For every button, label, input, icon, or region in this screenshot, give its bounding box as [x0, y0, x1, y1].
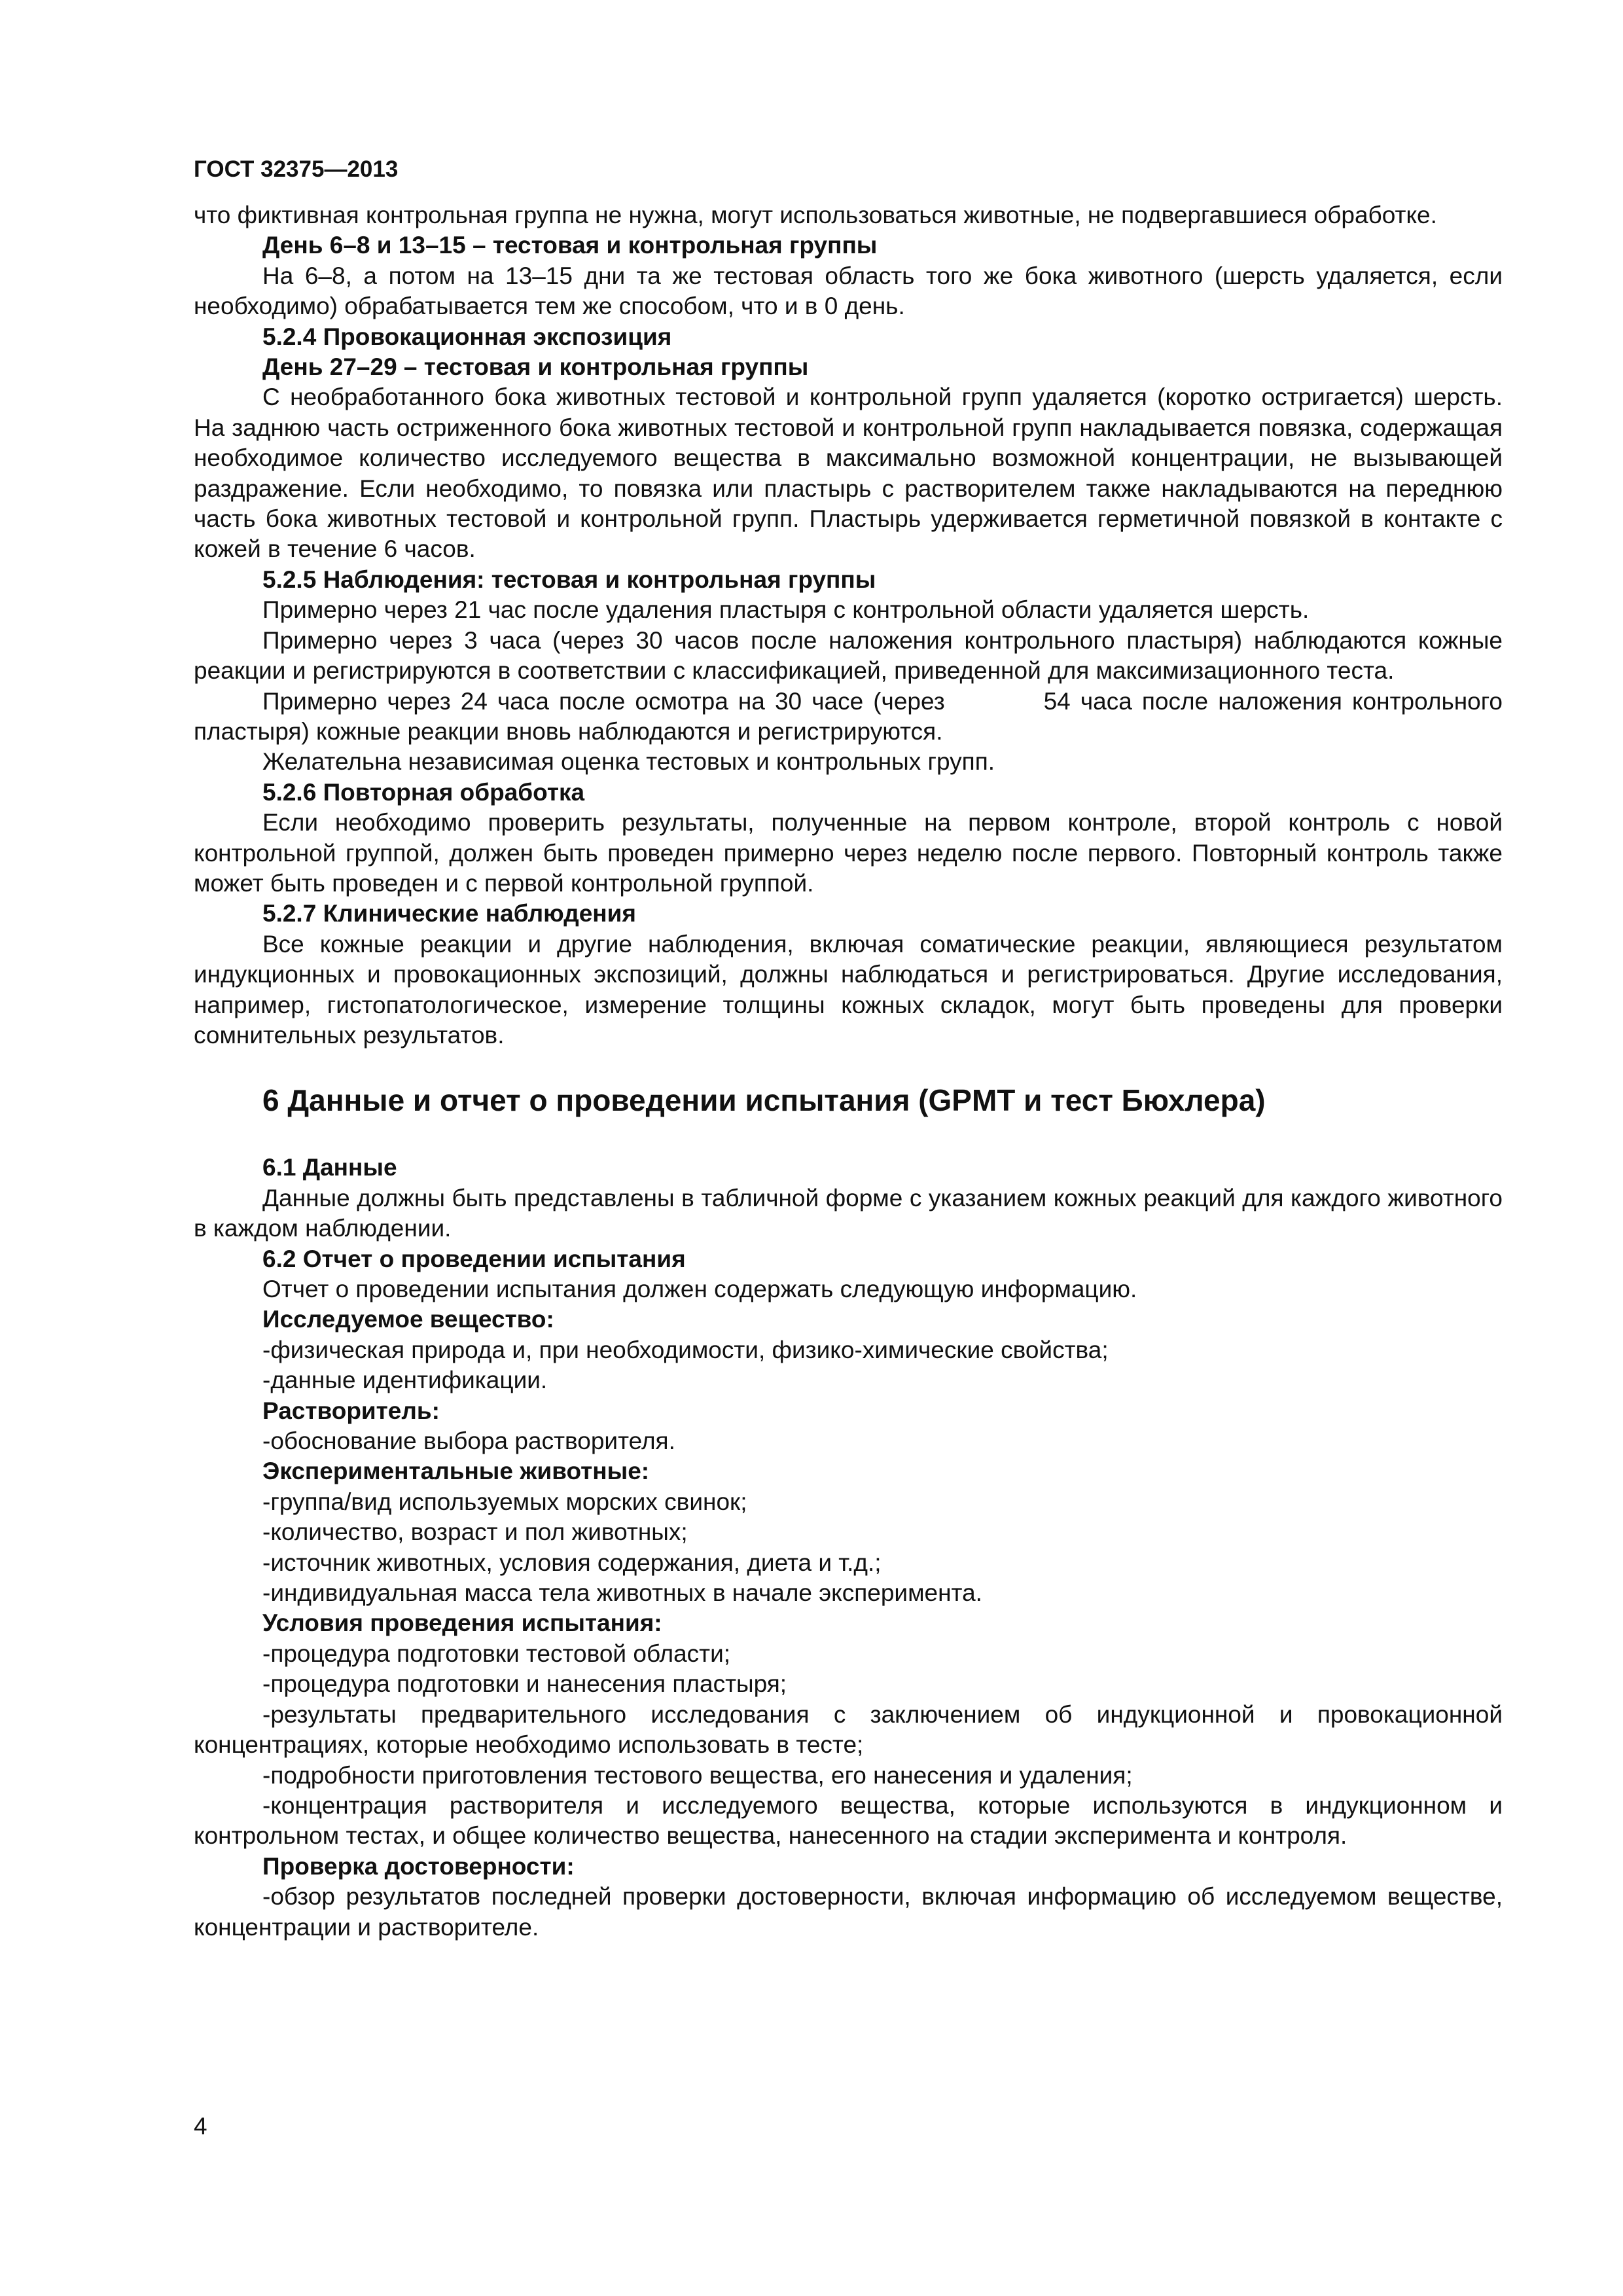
paragraph: Все кожные реакции и другие наблюдения, включая соматические реакции, являющиеся результатом индукционных и провокационных экспозиций, должны наблюдаться и регистрироваться. Другие исследования, например, гистопатологическое, измерение толщины кожных складок, могут быть проведены для проверки сомнительных результатов. [194, 930, 1503, 1049]
list-item: -процедура подготовки и нанесения пластыря; [262, 1670, 787, 1698]
subheading: День 27–29 – тестовая и контрольная группы [262, 353, 809, 381]
document-body [194, 200, 1510, 1943]
list-item: -физическая природа и, при необходимости, физико-химические свойства; [262, 1336, 1109, 1363]
paragraph: С необработанного бока животных тестовой и контрольной групп удаляется (коротко остригается) шерсть. На заднюю часть остриженного бока животных тестовой и контрольной групп накладывается повязка, содержащая необходимое количество исследуемого вещества в максимально возможной концентрации, не вызывающей раздражение. Если необходимо, то повязка или пластырь с растворителем также накладываются на переднюю часть бока животных тестовой и контрольной групп. Пластырь удерживается герметичной повязкой в контакте с кожей в течение 6 часов. [194, 384, 1503, 563]
list-item: -данные идентификации. [262, 1367, 548, 1394]
list-heading-solvent: Растворитель: [262, 1397, 440, 1424]
subheading: День 6–8 и 13–15 – тестовая и контрольная группы [262, 232, 878, 259]
page-number: 4 [194, 2113, 207, 2140]
paragraph: На 6–8, а потом на 13–15 дни та же тестовая область того же бока животного (шерсть удаляется, если необходимо) обрабатывается тем же способом, что и в 0 день. [194, 262, 1503, 320]
document-header: ГОСТ 32375—2013 [194, 156, 399, 182]
section-heading-6-2: 6.2 Отчет о проведении испытания [262, 1245, 686, 1272]
list-item: -количество, возраст и пол животных; [262, 1518, 688, 1546]
list-heading-conditions: Условия проведения испытания: [262, 1609, 662, 1637]
section-heading-5-2-4: 5.2.4 Провокационная экспозиция [262, 323, 672, 350]
list-item: -концентрация растворителя и исследуемого вещества, которые используются в индукционном и контрольном тестах, и общее количество вещества, нанесенного на стадии эксперимента и контроля. [194, 1791, 1503, 1850]
section-heading-6-1: 6.1 Данные [262, 1154, 397, 1181]
paragraph: Данные должны быть представлены в табличной форме с указанием кожных реакций для каждого животного в каждом наблюдении. [194, 1184, 1503, 1242]
list-heading-substance: Исследуемое вещество: [262, 1306, 554, 1333]
section-heading-5-2-7: 5.2.7 Клинические наблюдения [262, 900, 636, 927]
list-heading-validity: Проверка достоверности: [262, 1852, 575, 1880]
list-item: -обзор результатов последней проверки достоверности, включая информацию об исследуемом веществе, концентрации и растворителе. [194, 1883, 1503, 1941]
section-heading-5-2-5: 5.2.5 Наблюдения: тестовая и контрольная группы [262, 565, 876, 593]
list-heading-animals: Экспериментальные животные: [262, 1458, 650, 1485]
paragraph: Если необходимо проверить результаты, полученные на первом контроле, второй контроль с новой контрольной группой, должен быть проведен примерно через неделю после первого. Повторный контроль также может быть проведен и с первой контрольной группой. [194, 809, 1503, 897]
list-item: -индивидуальная масса тела животных в начале эксперимента. [262, 1579, 982, 1607]
paragraph: Желательна независимая оценка тестовых и контрольных групп. [262, 748, 995, 776]
paragraph: Отчет о проведении испытания должен содержать следующую информацию. [262, 1276, 1137, 1302]
list-item: -результаты предварительного исследования с заключением об индукционной и провокационной концентрациях, которые необходимо использовать в тесте; [194, 1700, 1503, 1759]
list-item: -источник животных, условия содержания, диета и т.д.; [262, 1549, 882, 1576]
paragraph: Примерно через 3 часа (через 30 часов после наложения контрольного пластыря) наблюдаются кожные реакции и регистрируются в соответствии с классификацией, приведенной для максимизационного теста. [194, 626, 1503, 685]
list-item: -подробности приготовления тестового вещества, его нанесения и удаления; [262, 1761, 1133, 1789]
section-title-6: 6 Данные и отчет о проведении испытания (GPMT и тест Бюхлера) [262, 1083, 1266, 1118]
paragraph: Примерно через 21 час после удаления пластыря с контрольной области удаляется шерсть. [262, 596, 1310, 624]
section-heading-5-2-6: 5.2.6 Повторная обработка [262, 778, 585, 806]
list-item: -процедура подготовки тестовой области; [262, 1640, 731, 1667]
list-item: -группа/вид используемых морских свинок; [262, 1488, 747, 1515]
paragraph: Примерно через 24 часа после осмотра на 30 часе (через 54 часа после наложения контрольного пластыря) кожные реакции вновь наблюдаются и регистрируются. [194, 687, 1510, 745]
paragraph: что фиктивная контрольная группа не нужна, могут использоваться животные, не подвергавшиеся обработке. [194, 202, 1437, 228]
list-item: -обоснование выбора растворителя. [262, 1427, 675, 1455]
